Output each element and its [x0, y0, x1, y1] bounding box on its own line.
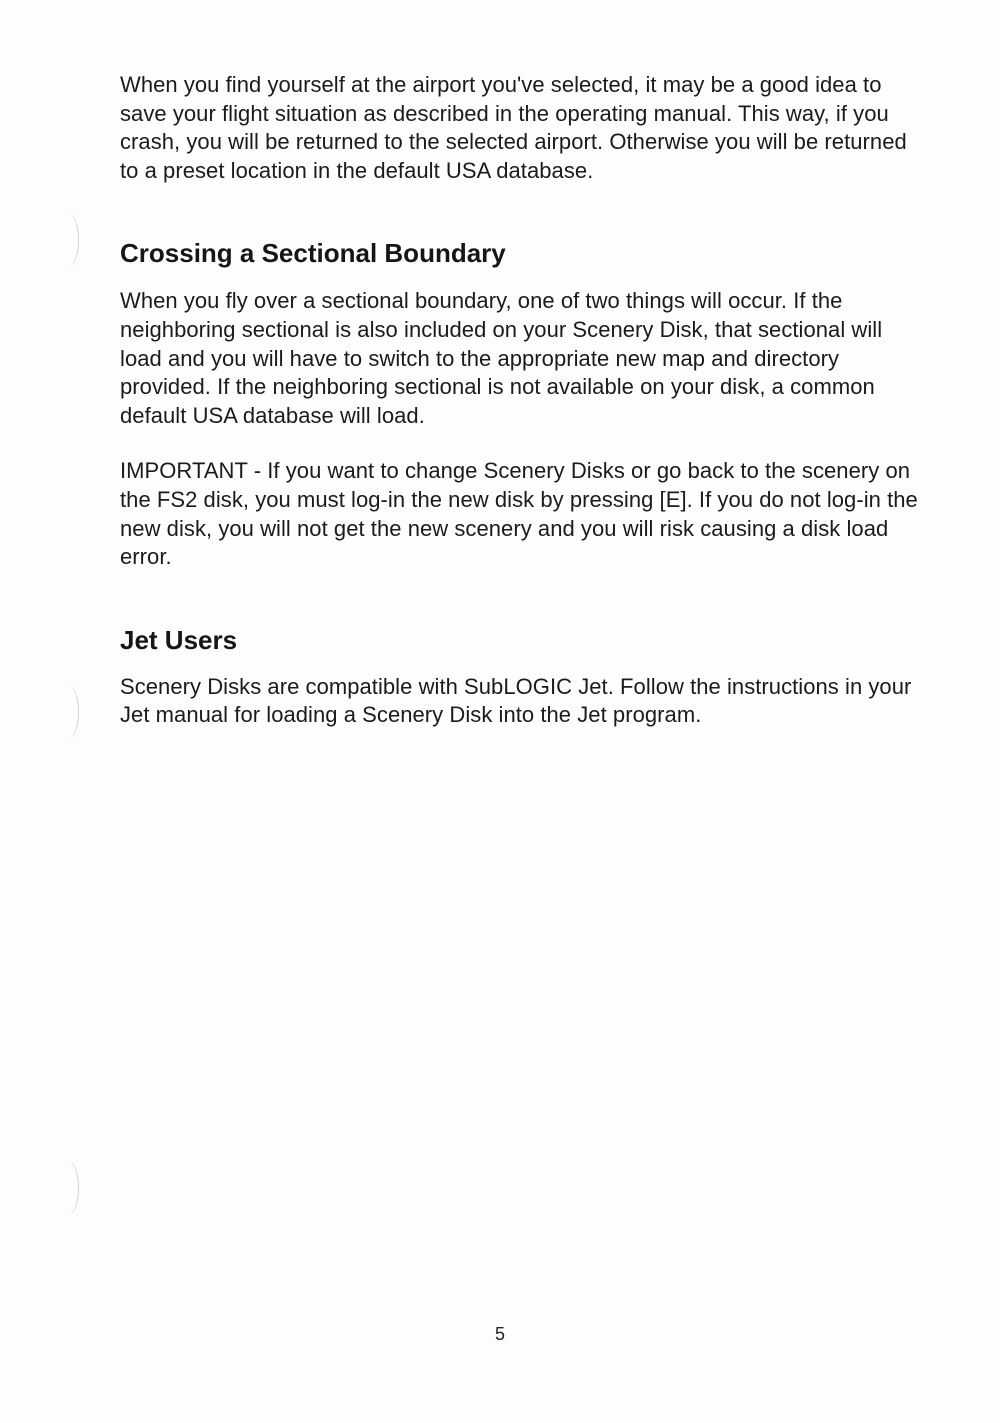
- document-body: [120, 71, 920, 730]
- section-heading-jet-users: Jet Users: [120, 624, 238, 655]
- important-note-paragraph: IMPORTANT - If you want to change Scenery Disks or go back to the scenery on the FS2 disk, you must log-in the new disk by pressing [E]. If you do not log-in the new disk, you will not get the new scenery and you will risk causing a disk load error.: [120, 458, 918, 570]
- binder-hole-mark: [56, 1160, 79, 1216]
- section-heading-crossing-sectional-boundary: Crossing a Sectional Boundary: [120, 238, 506, 269]
- crossing-boundary-paragraph: When you fly over a sectional boundary, one of two things will occur. If the neighboring sectional is also included on your Scenery Disk, that sectional will load and you will have to switch to the appropriate new map and directory provided. If the neighboring sectional is not available on your disk, a common default USA database will load.: [120, 288, 883, 428]
- intro-paragraph: When you find yourself at the airport you've selected, it may be a good idea to save your flight situation as described in the operating manual. This way, if you crash, you will be returned to the selected airport. Otherwise you will be returned to a preset location in the default USA database.: [120, 72, 907, 183]
- page-number: 5: [494, 1324, 505, 1344]
- binder-hole-mark: [56, 212, 79, 268]
- binder-hole-mark: [56, 684, 79, 740]
- jet-users-paragraph: Scenery Disks are compatible with SubLOGIC Jet. Follow the instructions in your Jet manual for loading a Scenery Disk into the Jet program.: [120, 673, 912, 728]
